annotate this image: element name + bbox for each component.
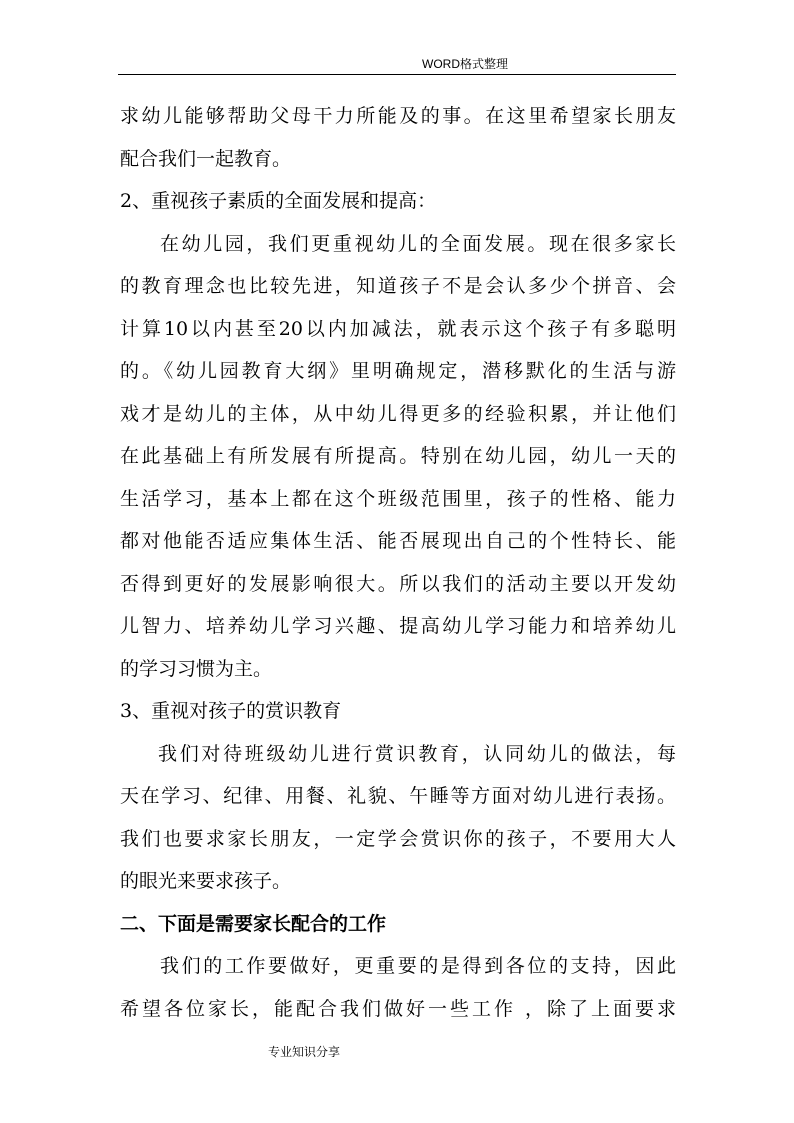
body-line-22: 希望各位家长，能配合我们做好一些工作 ，除了上面要求 (120, 998, 676, 1020)
body-line-16: 我们对待班级幼儿进行赏识教育，认同幼儿的做法，每 (158, 743, 676, 765)
body-line-10: 生活学习，基本上都在这个班级范围里，孩子的性格、能力 (120, 488, 676, 510)
body-line-19: 的眼光来要求孩子。 (120, 870, 292, 892)
body-line-12: 否得到更好的发展影响很大。所以我们的活动主要以开发幼 (120, 573, 676, 595)
body-line-13: 儿智力、培养幼儿学习兴趣、提高幼儿学习能力和培养幼儿 (120, 615, 676, 637)
body-line-4: 在幼儿园，我们更重视幼儿的全面发展。现在很多家长 (160, 233, 676, 255)
body-line-21: 我们的工作要做好，更重要的是得到各位的支持，因此 (160, 955, 676, 977)
body-line-1: 求幼儿能够帮助父母干力所能及的事。在这里希望家长朋友 (120, 105, 676, 127)
body-line-7: 的。《幼儿园教育大纲》里明确规定，潜移默化的生活与游 (120, 360, 676, 382)
body-line-9: 在此基础上有所发展有所提高。特别在幼儿园，幼儿一天的 (120, 445, 676, 467)
body-line-18: 我们也要求家长朋友，一定学会赏识你的孩子，不要用大人 (120, 828, 676, 850)
body-line-2: 配合我们一起教育。 (120, 148, 292, 170)
body-line-11: 都对他能否适应集体生活、能否展现出自己的个性特长、能 (120, 530, 676, 552)
body-line-6: 计算10以内甚至20以内加减法，就表示这个孩子有多聪明 (120, 318, 676, 340)
section-heading-2: 2、重视孩子素质的全面发展和提高： (120, 190, 437, 212)
header-divider (118, 74, 676, 75)
body-line-17: 天在学习、纪律、用餐、礼貌、午睡等方面对幼儿进行表扬。 (120, 785, 676, 807)
page-footer-text: 专业知识分享 (268, 1045, 341, 1059)
body-line-5: 的教育理念也比较先进，知道孩子不是会认多少个拼音、会 (120, 275, 676, 297)
section-heading-3: 3、重视对孩子的赏识教育 (120, 700, 342, 722)
section-heading-two: 二、下面是需要家长配合的工作 (120, 913, 387, 935)
page-header-title: WORD格式整理 (422, 57, 508, 71)
body-line-8: 戏才是幼儿的主体，从中幼儿得更多的经验积累，并让他们 (120, 403, 676, 425)
body-line-14: 的学习习惯为主。 (120, 658, 273, 680)
